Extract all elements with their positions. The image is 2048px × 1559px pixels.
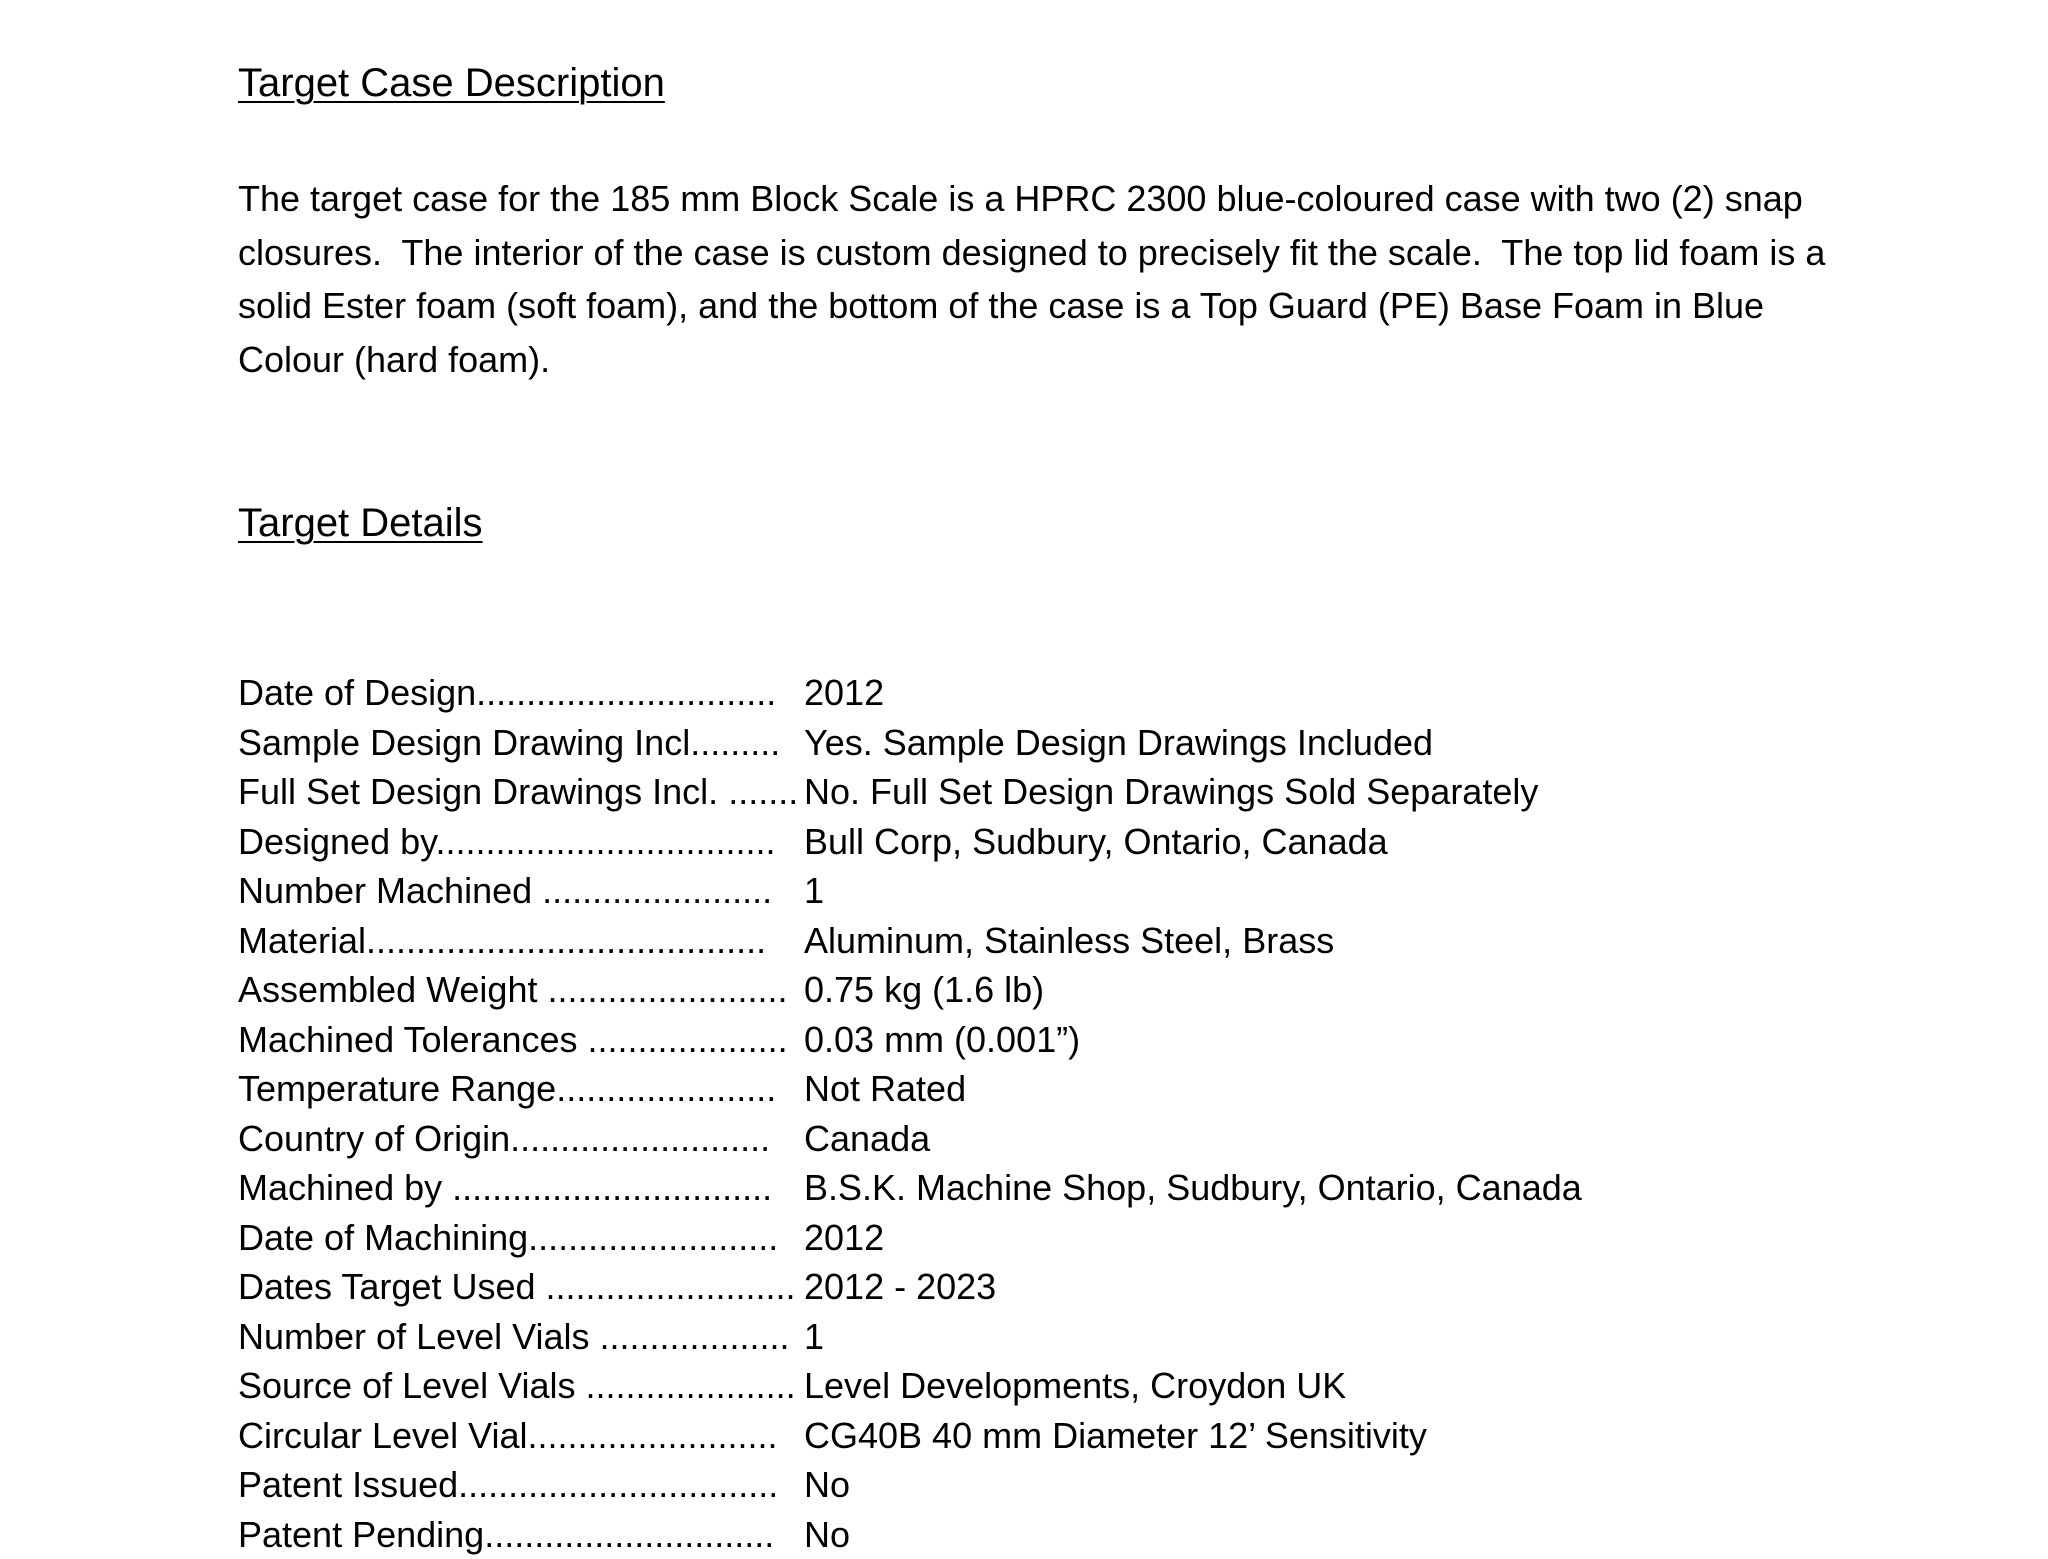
detail-label: Full Set Design Drawings Incl. ....... (238, 767, 800, 817)
detail-value: No (800, 1510, 850, 1559)
detail-value: Level Developments, Croydon UK (800, 1361, 1346, 1411)
detail-row (238, 668, 1582, 718)
detail-value: No. Full Set Design Drawings Sold Separately (800, 767, 1538, 817)
detail-value: 0.75 kg (1.6 lb) (800, 965, 1044, 1015)
detail-label: Patent Issued................................ (238, 1460, 800, 1510)
detail-label: Machined Tolerances .................... (238, 1015, 800, 1065)
detail-label: Sample Design Drawing Incl......... (238, 718, 800, 768)
detail-value: Yes. Sample Design Drawings Included (800, 718, 1433, 768)
detail-row (238, 965, 1582, 1015)
detail-row (238, 767, 1582, 817)
detail-label: Source of Level Vials ..................... (238, 1361, 800, 1411)
detail-row (238, 1015, 1582, 1065)
detail-label: Patent Pending............................. (238, 1510, 800, 1559)
detail-row (238, 1510, 1582, 1559)
detail-label: Material........................................ (238, 916, 800, 966)
detail-value: 1 (800, 866, 824, 916)
detail-label: Number Machined ....................... (238, 866, 800, 916)
detail-label: Assembled Weight ........................ (238, 965, 800, 1015)
detail-label: Date of Design.............................. (238, 668, 800, 718)
detail-value: 0.03 mm (0.001”) (800, 1015, 1080, 1065)
target-details-heading: Target Details (238, 498, 483, 548)
detail-row (238, 817, 1582, 867)
detail-row (238, 866, 1582, 916)
detail-row (238, 1411, 1582, 1461)
detail-row (238, 1361, 1582, 1411)
detail-value: 2012 (800, 1213, 884, 1263)
detail-value: Canada (800, 1114, 930, 1164)
detail-row (238, 1064, 1582, 1114)
detail-row (238, 916, 1582, 966)
detail-value: Bull Corp, Sudbury, Ontario, Canada (800, 817, 1388, 867)
detail-value: Not Rated (800, 1064, 966, 1114)
detail-label: Number of Level Vials ................... (238, 1312, 800, 1362)
detail-value: 2012 - 2023 (800, 1262, 996, 1312)
target-details-list (238, 668, 1582, 1559)
detail-row (238, 1163, 1582, 1213)
detail-row (238, 1213, 1582, 1263)
detail-label: Dates Target Used ......................... (238, 1262, 800, 1312)
detail-value: No (800, 1460, 850, 1510)
detail-row (238, 1312, 1582, 1362)
detail-value: 1 (800, 1312, 824, 1362)
detail-row (238, 1460, 1582, 1510)
detail-label: Circular Level Vial......................... (238, 1411, 800, 1461)
detail-value: Aluminum, Stainless Steel, Brass (800, 916, 1334, 966)
detail-value: B.S.K. Machine Shop, Sudbury, Ontario, Canada (800, 1163, 1582, 1213)
detail-label: Designed by.................................. (238, 817, 800, 867)
case-description-heading: Target Case Description (238, 58, 665, 108)
detail-row (238, 718, 1582, 768)
detail-label: Date of Machining......................... (238, 1213, 800, 1263)
case-description-paragraph: The target case for the 185 mm Block Scale is a HPRC 2300 blue-coloured case with two (2) snap closures. The interior of the case is custom designed to precisely fit the scale. The top lid foam is a solid Ester foam (soft foam), and the bottom of the case is a Top Guard (PE) Base Foam in Blue Colour (hard foam). (238, 172, 1838, 386)
detail-label: Country of Origin.......................... (238, 1114, 800, 1164)
detail-row (238, 1262, 1582, 1312)
detail-value: CG40B 40 mm Diameter 12’ Sensitivity (800, 1411, 1427, 1461)
detail-row (238, 1114, 1582, 1164)
detail-label: Machined by ................................ (238, 1163, 800, 1213)
detail-label: Temperature Range...................... (238, 1064, 800, 1114)
detail-value: 2012 (800, 668, 884, 718)
